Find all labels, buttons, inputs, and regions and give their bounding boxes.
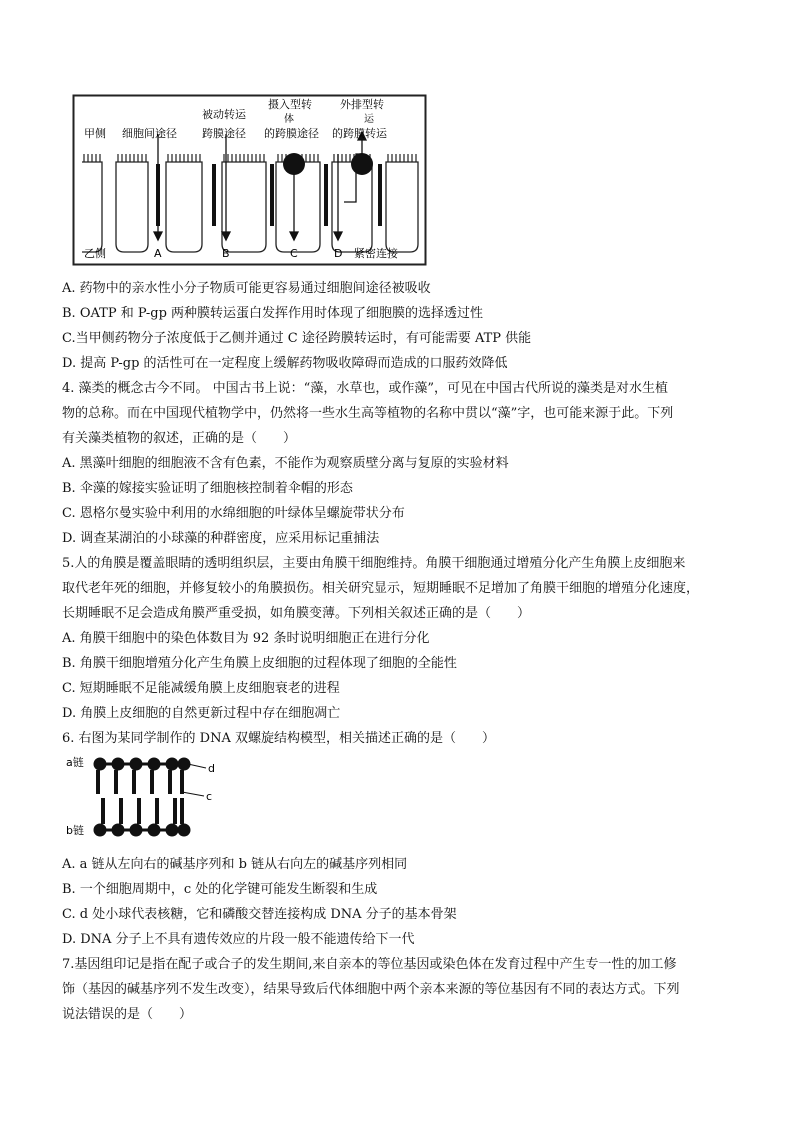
label-yi-side: 乙侧 [84,247,106,260]
q7-stem-2: 饰（基因的碱基序列不发生改变），结果导致后代体细胞中两个亲本来源的等位基因有不同的表达方式。下列 [62,982,680,997]
label-a: A [154,247,162,260]
q5-option-a: A. 角膜干细胞中的染色体数目为 92 条时说明细胞正在进行分化 [62,631,430,646]
q6-option-a: A. a 链从左向右的碱基序列和 b 链从右向左的碱基序列相同 [62,857,408,872]
label-c-small: c [206,790,213,803]
label-a-chain: a链 [66,756,84,769]
pathway-arrows [154,132,366,240]
q3-option-c: C.当甲侧药物分子浓度低于乙侧并通过 C 途径跨膜转运时，有可能需要 ATP 供能 [62,331,532,346]
label-jia-side: 甲侧 [84,127,106,140]
transport-pathways-figure [72,94,427,266]
label-intercellular: 细胞间途径 [122,127,177,140]
label-uptake-2: 体 [284,114,294,125]
q3-option-d: D. 提高 P-gp 的活性可在一定程度上缓解药物吸收障碍而造成的口服药效降低 [62,356,508,371]
label-b-chain: b链 [66,824,84,837]
bottom-backbone [94,825,189,835]
q4-option-a: A. 黑藻叶细胞的细胞液不含有色素，不能作为观察质壁分离与复原的实验材料 [62,456,509,471]
q5-option-b: B. 角膜干细胞增殖分化产生角膜上皮细胞的过程体现了细胞的全能性 [62,656,457,671]
q4-option-d: D. 调查某湖泊的小球藻的种群密度，应采用标记重捕法 [62,531,380,546]
label-b: B [222,247,230,260]
label-c: C [290,247,298,260]
epithelial-cells [82,162,418,252]
label-passive-1: 被动转运 [202,108,246,121]
q3-option-b: B. OATP 和 P-gp 两种膜转运蛋白发挥作用时体现了细胞膜的选择透过性 [62,306,484,321]
q6-stem: 6. 右图为某同学制作的 DNA 双螺旋结构模型，相关描述正确的是（ ） [62,731,495,746]
label-uptake-1: 摄入型转 [268,98,312,111]
label-uptake-3: 的跨膜途径 [264,127,319,140]
q5-stem-1: 5.人的角膜是覆盖眼睛的透明组织层，主要由角膜干细胞维持。角膜干细胞通过增殖分化产生角膜上皮细胞来 [62,556,686,571]
q7-stem-3: 说法错误的是（ ） [62,1007,193,1022]
q5-stem-2: 取代老年死的细胞，并修复较小的角膜损伤。相关研究显示，短期睡眠不足增加了角膜干细胞的增殖分化速度， [62,581,700,596]
q4-stem-3: 有关藻类植物的叙述，正确的是（ ） [62,431,297,446]
q5-stem-3: 长期睡眠不足会造成角膜严重受损，如角膜变薄。下列相关叙述正确的是（ ） [62,606,531,621]
label-efflux-3: 的跨膜转运 [332,127,387,140]
label-efflux-1: 外排型转 [340,98,384,111]
uptake-transporter-icon [283,153,305,175]
tight-junctions [156,164,382,226]
q6-option-b: B. 一个细胞周期中，c 处的化学键可能发生断裂和生成 [62,882,378,897]
label-passive-2: 跨膜途径 [202,127,246,140]
dna-model-figure [64,752,224,842]
label-efflux-2: 运 [364,114,374,125]
q5-option-d: D. 角膜上皮细胞的自然更新过程中存在细胞凋亡 [62,706,341,721]
top-backbone [94,759,189,769]
efflux-transporter-icon [351,153,373,175]
q7-stem-1: 7.基因组印记是指在配子或合子的发生期间,来自亲本的等位基因或染色体在发育过程中产生专一性的加工修 [62,957,677,972]
q6-option-d: D. DNA 分子上不具有遗传效应的片段一般不能遗传给下一代 [62,932,415,947]
q4-stem-2: 物的总称。而在中国现代植物学中，仍然将一些水生高等植物的名称中贯以“藻”字，也可能来源于此。下列 [62,406,674,421]
base-pairs [96,770,184,824]
label-d-small: d [208,762,215,775]
label-tight-junction: 紧密连接 [354,247,398,260]
label-d: D [334,247,343,260]
q5-option-c: C. 短期睡眠不足能减缓角膜上皮细胞衰老的进程 [62,681,340,696]
q4-option-b: B. 伞藻的嫁接实验证明了细胞核控制着伞帽的形态 [62,481,353,496]
q6-option-c: C. d 处小球代表核糖，它和磷酸交替连接构成 DNA 分子的基本骨架 [62,907,457,922]
q4-stem-1: 4. 藻类的概念古今不同。 中国古书上说：“藻，水草也，或作藻”，可见在中国古代所说的藻类是对水生植 [62,381,668,396]
q3-option-a: A. 药物中的亲水性小分子物质可能更容易通过细胞间途径被吸收 [62,281,431,296]
q4-option-c: C. 恩格尔曼实验中利用的水绵细胞的叶绿体呈螺旋带状分布 [62,506,405,521]
